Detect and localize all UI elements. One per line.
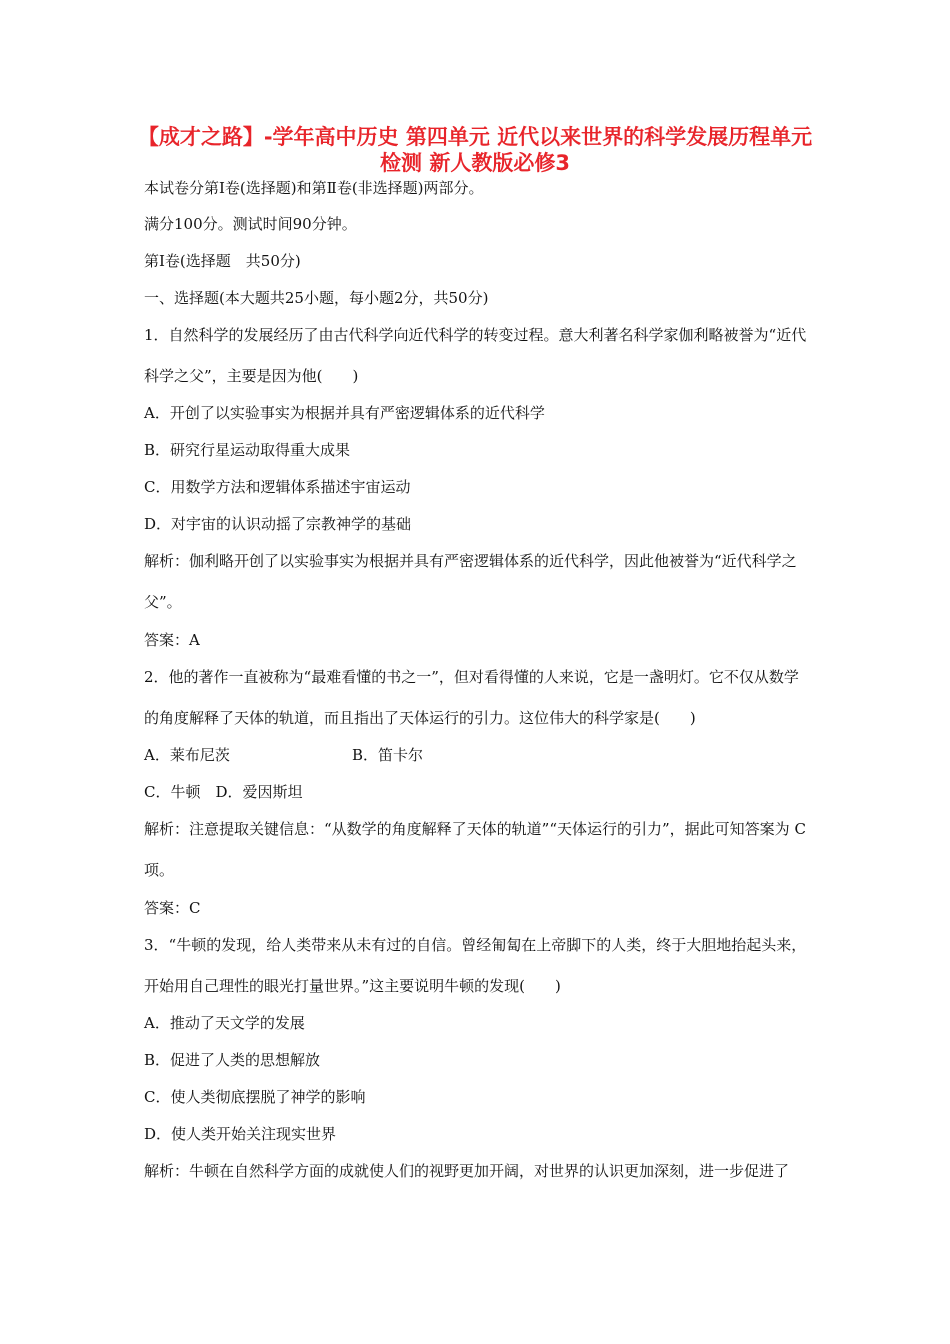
- q3-option-a: A．推动了天文学的发展: [144, 1014, 305, 1032]
- q3-option-d: D．使人类开始关注现实世界: [144, 1125, 337, 1143]
- q3-stem-line2: 开始用自己理性的眼光打量世界。”这主要说明牛顿的发现( ): [144, 977, 561, 995]
- q2-analysis-line2: 项。: [144, 861, 175, 879]
- q3-option-c: C．使人类彻底摆脱了神学的影响: [144, 1088, 366, 1106]
- q2-option-a: A．莱布尼茨: [144, 746, 230, 764]
- q1-analysis-line2: 父”。: [144, 593, 182, 611]
- q1-option-c: C．用数学方法和逻辑体系描述宇宙运动: [144, 478, 411, 496]
- q3-analysis-line1: 解析：牛顿在自然科学方面的成就使人们的视野更加开阔，对世界的认识更加深刻，进一步促进了: [144, 1162, 790, 1180]
- section-heading: 一、选择题(本大题共25小题，每小题2分，共50分): [144, 289, 489, 307]
- q1-stem-line2: 科学之父”，主要是因为他( ): [144, 367, 359, 385]
- q1-option-b: B．研究行星运动取得重大成果: [144, 441, 351, 459]
- q2-stem-line1: 2．他的著作一直被称为“最难看懂的书之一”，但对看得懂的人来说，它是一盏明灯。它不仅从数学: [144, 668, 799, 686]
- q1-stem-line1: 1．自然科学的发展经历了由古代科学向近代科学的转变过程。意大利著名科学家伽利略被誉为“近代: [144, 326, 807, 344]
- score-time-text: 满分100分。测试时间90分钟。: [144, 215, 357, 233]
- q1-option-d: D．对宇宙的认识动摇了宗教神学的基础: [144, 515, 412, 533]
- q2-options-ab: [144, 745, 424, 765]
- document-title-line1: 【成才之路】-学年高中历史 第四单元 近代以来世界的科学发展历程单元: [137, 125, 813, 149]
- q2-options-cd: C．牛顿 D．爱因斯坦: [144, 783, 303, 801]
- intro-text: 本试卷分第Ⅰ卷(选择题)和第Ⅱ卷(非选择题)两部分。: [144, 179, 484, 197]
- q1-option-a: A．开创了以实验事实为根据并具有严密逻辑体系的近代科学: [144, 404, 545, 422]
- q1-answer: 答案：A: [144, 631, 200, 649]
- q3-option-b: B．促进了人类的思想解放: [144, 1051, 321, 1069]
- document-title-line2: 检测 新人教版必修3: [380, 151, 570, 175]
- q2-stem-line2: 的角度解释了天体的轨道，而且指出了天体运行的引力。这位伟大的科学家是( ): [144, 709, 696, 727]
- q2-analysis-line1: 解析：注意提取关键信息：“从数学的角度解释了天体的轨道”“天体运行的引力”，据此可知答案为 C: [144, 820, 806, 838]
- q3-stem-line1: 3．“牛顿的发现，给人类带来从未有过的自信。曾经匍匐在上帝脚下的人类，终于大胆地抬起头来，: [144, 936, 807, 954]
- q1-analysis-line1: 解析：伽利略开创了以实验事实为根据并具有严密逻辑体系的近代科学，因此他被誉为“近代科学之: [144, 552, 797, 570]
- part-heading: 第Ⅰ卷(选择题 共50分): [144, 252, 301, 270]
- q2-answer: 答案：C: [144, 899, 201, 917]
- q2-option-b: B．笛卡尔: [352, 746, 424, 764]
